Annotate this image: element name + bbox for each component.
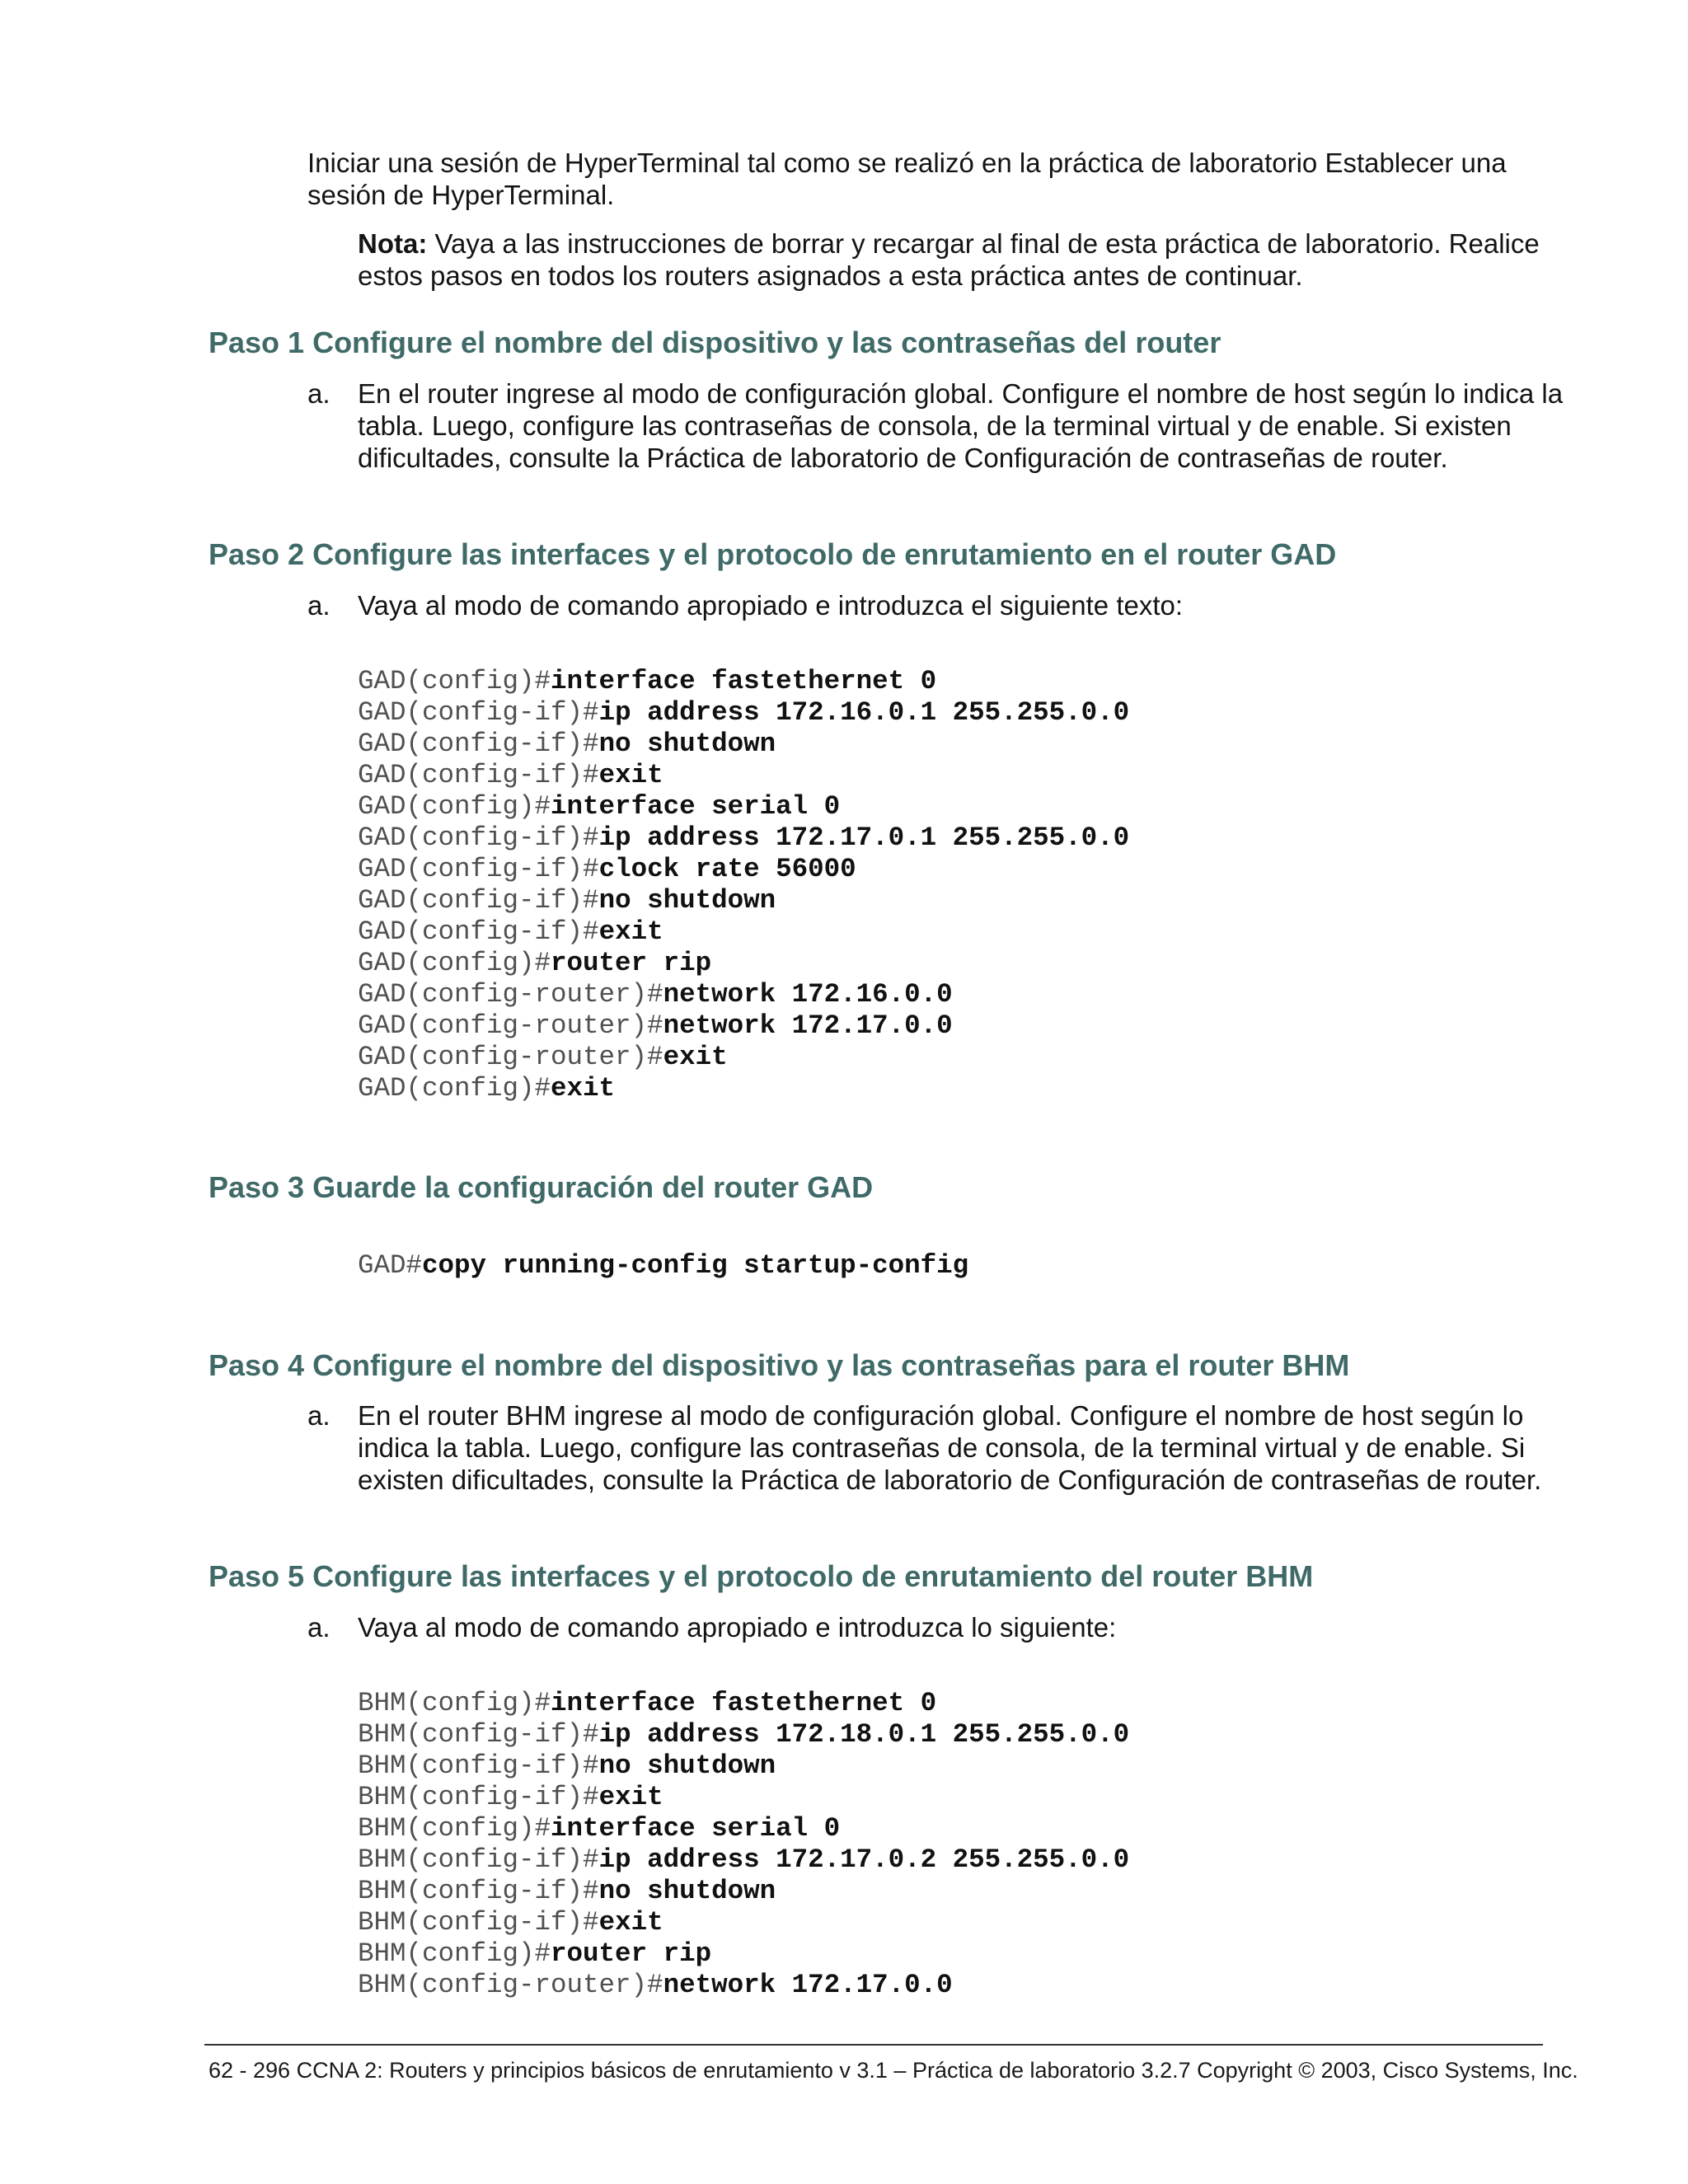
code-prompt: GAD# — [358, 1250, 423, 1281]
intro-paragraph: Iniciar una sesión de HyperTerminal tal como se realizó en la práctica de laboratorio Establecer una sesión de HyperTerminal. — [307, 148, 1507, 210]
code-line — [358, 1250, 968, 1282]
code-command: router rip — [551, 948, 712, 978]
code-line — [358, 1042, 1129, 1073]
code-command: ip address 172.16.0.1 255.255.0.0 — [598, 697, 1130, 728]
code-command: exit — [598, 916, 663, 947]
code-prompt: BHM(config-if)# — [358, 1719, 599, 1750]
code-prompt: BHM(config)# — [358, 1938, 551, 1969]
step-2-item-label: a. — [307, 590, 331, 621]
step-1-heading: Paso 1 Configure el nombre del dispositivo y las contraseñas del router — [209, 326, 1221, 359]
step-1-item — [307, 377, 1577, 474]
step-4-item — [307, 1399, 1577, 1496]
code-line — [358, 1750, 1129, 1782]
code-line — [358, 791, 1129, 823]
code-prompt: GAD(config-if)# — [358, 697, 599, 728]
code-line — [358, 948, 1129, 979]
note-paragraph — [358, 227, 1561, 292]
note-label: Nota: — [358, 228, 428, 259]
code-prompt: BHM(config-if)# — [358, 1782, 599, 1812]
code-command: exit — [663, 1042, 728, 1072]
code-command: ip address 172.18.0.1 255.255.0.0 — [598, 1719, 1130, 1750]
step-1-item-text: En el router ingrese al modo de configuración global. Configure el nombre de host según lo indica la tabla. Luego, configure las contraseñas de consola, de la terminal virtual y de enable. Si existen dificultades, consulte la Práctica de laboratorio de Configuración de contraseñas de router. — [358, 378, 1564, 473]
code-command: no shutdown — [598, 885, 776, 916]
code-prompt: BHM(config-if)# — [358, 1750, 599, 1781]
code-line — [358, 1719, 1129, 1750]
code-command: interface serial 0 — [551, 791, 841, 822]
code-prompt: GAD(config)# — [358, 1073, 551, 1104]
code-prompt: GAD(config-if)# — [358, 916, 599, 947]
code-command: interface fastethernet 0 — [551, 666, 937, 696]
code-command: interface fastethernet 0 — [551, 1688, 937, 1718]
code-command: ip address 172.17.0.1 255.255.0.0 — [598, 823, 1130, 853]
code-command: network 172.17.0.0 — [663, 1010, 953, 1041]
code-command: router rip — [551, 1938, 712, 1969]
code-prompt: GAD(config)# — [358, 666, 551, 696]
step-2-heading: Paso 2 Configure las interfaces y el protocolo de enrutamiento en el router GAD — [209, 537, 1337, 571]
code-line — [358, 823, 1129, 854]
footer-divider — [204, 2044, 1543, 2046]
step-2-item — [307, 589, 1577, 621]
step-4-item-text: En el router BHM ingrese al modo de configuración global. Configure el nombre de host según lo indica la tabla. Luego, configure las contraseñas de consola, de la terminal virtual y de enable. Si existen dificultades, consulte la Práctica de laboratorio de Configuración de contraseñas de router. — [358, 1400, 1542, 1495]
code-line — [358, 729, 1129, 760]
code-prompt: BHM(config-router)# — [358, 1970, 663, 2000]
code-line — [358, 854, 1129, 885]
step-2-item-text: Vaya al modo de comando apropiado e introduzca el siguiente texto: — [358, 590, 1184, 621]
code-prompt: GAD(config-router)# — [358, 1010, 663, 1041]
code-line — [358, 666, 1129, 697]
page-footer: 62 - 296 CCNA 2: Routers y principios básicos de enrutamiento v 3.1 – Práctica de laboratorio 3.2.7 Copyright © 2003, Cisco Systems, Inc. — [209, 2058, 1578, 2083]
code-command: network 172.16.0.0 — [663, 979, 953, 1010]
step-5-code-block — [358, 1688, 1129, 2001]
code-prompt: GAD(config-if)# — [358, 760, 599, 790]
code-line — [358, 1844, 1129, 1876]
code-prompt: GAD(config-if)# — [358, 885, 599, 916]
code-command: exit — [551, 1073, 616, 1104]
code-prompt: GAD(config)# — [358, 791, 551, 822]
code-line — [358, 885, 1129, 916]
code-line — [358, 1970, 1129, 2001]
code-line — [358, 760, 1129, 791]
code-line — [358, 1782, 1129, 1813]
code-prompt: GAD(config-if)# — [358, 729, 599, 759]
step-3-code-block — [358, 1250, 968, 1282]
code-prompt: GAD(config)# — [358, 948, 551, 978]
code-prompt: GAD(config-router)# — [358, 1042, 663, 1072]
code-prompt: BHM(config-if)# — [358, 1876, 599, 1906]
code-command: ip address 172.17.0.2 255.255.0.0 — [598, 1844, 1130, 1875]
step-1-item-label: a. — [307, 378, 331, 409]
step-5-heading: Paso 5 Configure las interfaces y el protocolo de enrutamiento del router BHM — [209, 1559, 1314, 1593]
code-line — [358, 1073, 1129, 1104]
note-text: Vaya a las instrucciones de borrar y recargar al final de esta práctica de laboratorio. Realice estos pasos en todos los routers asignados a esta práctica antes de continuar. — [358, 228, 1540, 291]
code-line — [358, 1010, 1129, 1042]
code-prompt: GAD(config-if)# — [358, 854, 599, 884]
code-line — [358, 1813, 1129, 1844]
code-prompt: BHM(config-if)# — [358, 1907, 599, 1938]
code-command: no shutdown — [598, 1876, 776, 1906]
step-5-item — [307, 1611, 1577, 1643]
code-line — [358, 979, 1129, 1010]
code-command: no shutdown — [598, 729, 776, 759]
code-line — [358, 1876, 1129, 1907]
code-prompt: GAD(config-if)# — [358, 823, 599, 853]
code-line — [358, 1907, 1129, 1938]
code-prompt: BHM(config)# — [358, 1813, 551, 1844]
code-prompt: GAD(config-router)# — [358, 979, 663, 1010]
code-command: exit — [598, 1782, 663, 1812]
code-command: clock rate 56000 — [598, 854, 856, 884]
step-2-code-block — [358, 666, 1129, 1104]
code-line — [358, 1938, 1129, 1970]
code-command: no shutdown — [598, 1750, 776, 1781]
step-5-item-label: a. — [307, 1612, 331, 1643]
code-prompt: BHM(config)# — [358, 1688, 551, 1718]
code-command: copy running-config startup-config — [422, 1250, 969, 1281]
code-command: exit — [598, 1907, 663, 1938]
code-line — [358, 1688, 1129, 1719]
code-command: interface serial 0 — [551, 1813, 841, 1844]
code-line — [358, 916, 1129, 948]
code-line — [358, 697, 1129, 729]
code-command: network 172.17.0.0 — [663, 1970, 953, 2000]
step-4-heading: Paso 4 Configure el nombre del dispositivo y las contraseñas para el router BHM — [209, 1348, 1350, 1382]
step-4-item-label: a. — [307, 1400, 331, 1431]
code-command: exit — [598, 760, 663, 790]
step-5-item-text: Vaya al modo de comando apropiado e introduzca lo siguiente: — [358, 1612, 1117, 1643]
step-3-heading: Paso 3 Guarde la configuración del router GAD — [209, 1170, 874, 1204]
code-prompt: BHM(config-if)# — [358, 1844, 599, 1875]
